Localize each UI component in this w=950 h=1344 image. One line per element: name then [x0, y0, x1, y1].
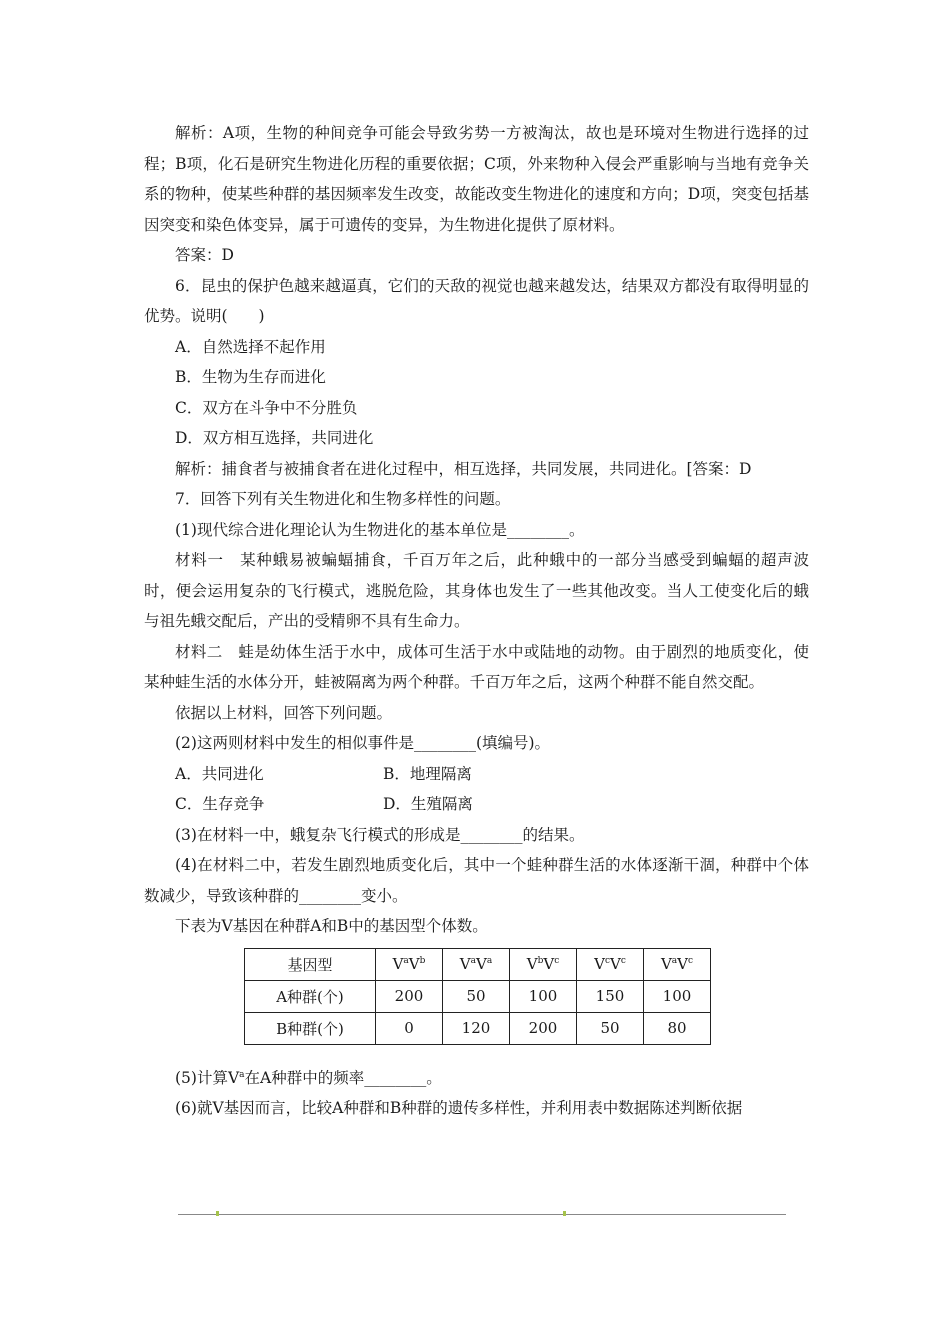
document-page: [144, 118, 809, 1124]
table-header-genotype: $V^aV^b$: [376, 948, 443, 980]
table-cell: 0: [376, 1012, 443, 1044]
answer-blank-line: [178, 1214, 786, 1215]
table-cell: 50: [443, 980, 510, 1012]
table-header-genotype: $V^bV^c$: [510, 948, 577, 980]
q7-sub2-option-a: A．共同进化: [175, 764, 264, 783]
q6-option-b: B．生物为生存而进化: [175, 368, 326, 386]
q7-sub1: (1)现代综合进化理论认为生物进化的基本单位是________。: [175, 520, 585, 539]
analysis-q6: 解析：捕食者与被捕食者在进化过程中，相互选择，共同发展，共同进化。[答案：D: [175, 459, 752, 478]
mark-dot: [216, 1211, 219, 1216]
table-row: [245, 1012, 711, 1044]
q7-material-1: 材料一 某种蛾易被蝙蝠捕食，千百万年之后，此种蛾中的一部分当感受到蝙蝠的超声波时，便会运用复杂的飞行模式，逃脱危险，其身体也发生了一些其他改变。当人工使变化后的蛾与祖先蛾交配后，产出的受精卵不具有生命力。: [144, 551, 809, 630]
q7-table-intro: 下表为V基因在种群A和B中的基因型个体数。: [175, 917, 488, 935]
table-cell: 200: [376, 980, 443, 1012]
analysis-q5: 解析：A项，生物的种间竞争可能会导致劣势一方被淘汰，故也是环境对生物进行选择的过程；B项，化石是研究生物进化历程的重要依据；C项，外来物种入侵会严重影响与当地有竞争关系的物种，使某些种群的基因频率发生改变，故能改变生物进化的速度和方向；D项，突变包括基因突变和染色体变异，属于可遗传的变异，为生物进化提供了原材料。: [144, 124, 809, 234]
table-cell: 100: [644, 980, 711, 1012]
table-header-genotype: $V^cV^c$: [577, 948, 644, 980]
table-cell: 200: [510, 1012, 577, 1044]
q7-sub2-options-row1: [144, 759, 809, 790]
q6-option-a: A．自然选择不起作用: [175, 337, 326, 356]
table-cell: 80: [644, 1012, 711, 1044]
table-header-label: 基因型: [245, 948, 376, 980]
q7-sub2-options-row2: [144, 789, 809, 820]
q7-prompt: 依据以上材料，回答下列问题。: [175, 703, 393, 722]
q7-sub6: (6)就V基因而言，比较A种群和B种群的遗传多样性，并利用表中数据陈述判断依据: [175, 1099, 743, 1117]
q7-sub2-option-d: D．生殖隔离: [383, 795, 473, 813]
genotype-table-header: [245, 948, 711, 980]
q6-option-d: D．双方相互选择，共同进化: [175, 429, 374, 447]
q6-option-c: C．双方在斗争中不分胜负: [175, 398, 358, 417]
mark-dot: [563, 1211, 566, 1216]
q7-sub5: (5)计算$V^a$在A种群中的频率________。: [175, 1068, 442, 1087]
table-cell: 120: [443, 1012, 510, 1044]
table-cell: 150: [577, 980, 644, 1012]
q7-sub2: (2)这两则材料中发生的相似事件是________(填编号)。: [175, 734, 551, 752]
q7-sub3: (3)在材料一中，蛾复杂飞行模式的形成是________的结果。: [175, 825, 585, 844]
genotype-table: [244, 948, 711, 1045]
q7-sub2-option-b: B．地理隔离: [383, 764, 472, 783]
table-cell: 100: [510, 980, 577, 1012]
q7-sub2-option-c: C．生存竞争: [175, 795, 265, 813]
question-6-stem: 6．昆虫的保护色越来越逼真，它们的天敌的视觉也越来越发达，结果双方都没有取得明显的优势。说明( ): [144, 276, 809, 325]
answer-q5: 答案：D: [175, 246, 234, 264]
q7-sub4: (4)在材料二中，若发生剧烈地质变化后，其中一个蛙种群生活的水体逐渐干涸，种群中个体数减少，导致该种群的________变小。: [144, 856, 809, 905]
question-7-stem: 7．回答下列有关生物进化和生物多样性的问题。: [175, 490, 511, 508]
table-row-label: A种群(个): [245, 980, 376, 1012]
table-row: [245, 980, 711, 1012]
q7-material-2: 材料二 蛙是幼体生活于水中，成体可生活于水中或陆地的动物。由于剧烈的地质变化，使某种蛙生活的水体分开，蛙被隔离为两个种群。千百万年之后，这两个种群不能自然交配。: [144, 642, 809, 691]
table-header-genotype: $V^aV^a$: [443, 948, 510, 980]
table-header-genotype: $V^aV^c$: [644, 948, 711, 980]
table-row-label: B种群(个): [245, 1012, 376, 1044]
table-cell: 50: [577, 1012, 644, 1044]
